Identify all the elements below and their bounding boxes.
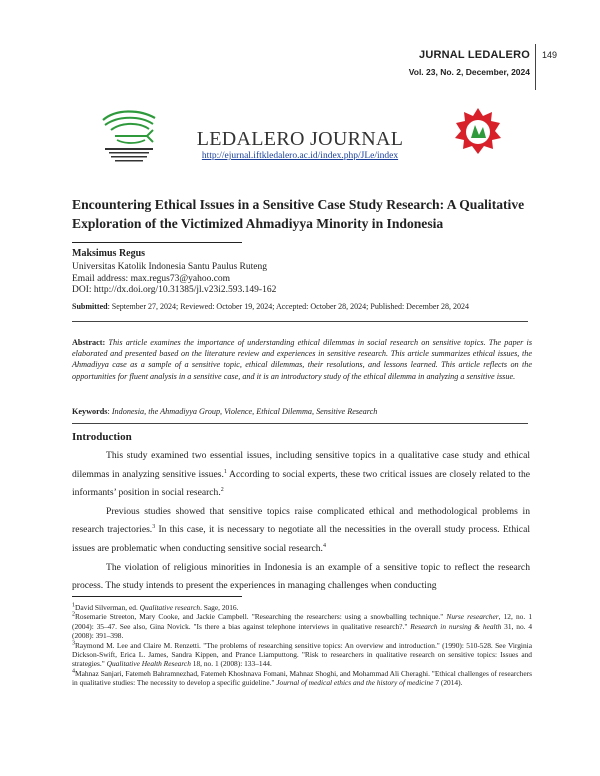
author-email: Email address: max.regus73@yahoo.com bbox=[72, 274, 231, 284]
section-heading: Introduction bbox=[72, 431, 132, 443]
footnote-rule bbox=[72, 596, 242, 597]
footnotes bbox=[72, 603, 532, 688]
running-journal-name: JURNAL LEDALERO bbox=[419, 49, 530, 61]
keywords: Keywords: Indonesia, the Ahmadiyya Group, Violence, Ethical Dilemma, Sensitive Research bbox=[72, 407, 378, 416]
submission-dates bbox=[72, 302, 469, 311]
article-doi: DOI: http://dx.doi.org/10.31385/jl.v23i2.593.149-162 bbox=[72, 285, 277, 295]
author-rule bbox=[72, 242, 242, 243]
footnote-ref[interactable]: 4 bbox=[322, 542, 326, 549]
dates-label: Submitted bbox=[72, 302, 108, 311]
abstract-label: Abstract: bbox=[72, 338, 106, 347]
page-number: 149 bbox=[542, 50, 558, 60]
footnote-ref[interactable]: 1 bbox=[223, 468, 227, 475]
keywords-label: Keywords bbox=[72, 407, 108, 416]
footnote: $^3$Raymond M. Lee and Claire M. Renzetti. "The problems of researching sensitive topics: An overview and introduction." (1990): 510-528. See Virginia Dickson-Swift, Erica L. James, Sandra Kippen, and Prance Liamputtong. "Risk to researchers in qualitative research on sensitive topics: Issues and strategies." Qualitative Health Research 18, no. 1 (2008): 133–144. bbox=[72, 640, 532, 669]
journal-url-link[interactable]: http://ejurnal.iftkledalero.ac.id/index.php/JLe/index bbox=[201, 151, 399, 161]
body-text bbox=[72, 447, 530, 596]
article-title: Encountering Ethical Issues in a Sensitive Case Study Research: A Qualitative Exploration of the Victimized Ahmadiyya Minority in Indonesia bbox=[72, 197, 525, 231]
journal-masthead-title: LEDALERO JOURNAL bbox=[196, 128, 404, 150]
footnote: $^4$Mahnaz Sanjari, Fatemeh Bahramnezhad, Fatemeh Khoshnava Fomani, Mahnaz Shoghi, and Mohammad Ali Cheraghi. "Ethical challenges of researchers in qualitative studies: The necessity to develop a specific guideline." Journal of medical ethics and the history of medicine 7 (2014). bbox=[72, 668, 532, 688]
paragraph: This study examined two essential issues, including sensitive topics in a qualitative case study and ethical dilemmas in analyzing sensitive issues.$^1$ According to social experts, these two critical issues are closely related to the informants’ position in social research.$^2$ bbox=[72, 450, 531, 499]
abstract bbox=[72, 337, 532, 382]
running-volume: Vol. 23, No. 2, December, 2024 bbox=[408, 67, 530, 77]
star-emblem-icon bbox=[453, 107, 503, 157]
keywords-text: Indonesia, the Ahmadiyya Group, Violence, Ethical Dilemma, Sensitive Research bbox=[111, 407, 378, 416]
dates-text: : September 27, 2024; Reviewed: October 19, 2024; Accepted: October 28, 2024; Published: December 28, 2024 bbox=[107, 302, 470, 311]
journal-logo bbox=[453, 107, 503, 162]
abstract-text: This article examines the importance of understanding ethical dilemmas in social research on sensitive topics. The paper is elaborated and presented based on the literature review and experiences in sensitive research. This article summarizes ethical issues, the Ahmadiyya case as a sample of a sensitive topic, ethical dilemmas, their resolutions, and lessons learned. This article reflects on the opportunities for fluent analysis in a sensitive case, and it is an introductory study of the ethical dilemma in analyzing a sensitive issue. bbox=[72, 338, 533, 381]
footnote-ref[interactable]: 2 bbox=[220, 487, 224, 493]
footnote: $^2$Rosemarie Streeton, Mary Cooke, and Jackie Campbell. "Researching the researchers: using a snowballing technique." Nurse researcher, 12, no. 1 (2004): 35–47. See also, Gina Novick. "Is there a bias against telephone interviews in qualitative research?." Research in nursing & health 31, no. 4 (2008): 391–398. bbox=[72, 611, 533, 641]
footnote-ref[interactable]: 3 bbox=[152, 524, 156, 531]
footnote: $^1$David Silverman, ed. Qualitative research. Sage, 2016. bbox=[72, 602, 239, 612]
author-name: Maksimus Regus bbox=[72, 248, 146, 259]
paragraph: The violation of religious minorities in Indonesia is an example of a sensitive topic to reflect the research process. The study intends to present the experiences in managing challenges when conducting bbox=[72, 561, 530, 592]
paragraph: Previous studies showed that sensitive topics raise complicated ethical and methodological problems in research trajectories.$^3$ In this case, it is necessary to negotiate all the necessities in the overall study process. Ethical issues are problematic when conducting sensitive social research.$^4$ bbox=[72, 505, 530, 554]
header-divider bbox=[535, 44, 536, 90]
author-affiliation: Universitas Katolik Indonesia Santu Paulus Ruteng bbox=[72, 262, 267, 272]
keywords-divider bbox=[72, 423, 528, 424]
dates-divider bbox=[72, 321, 528, 322]
